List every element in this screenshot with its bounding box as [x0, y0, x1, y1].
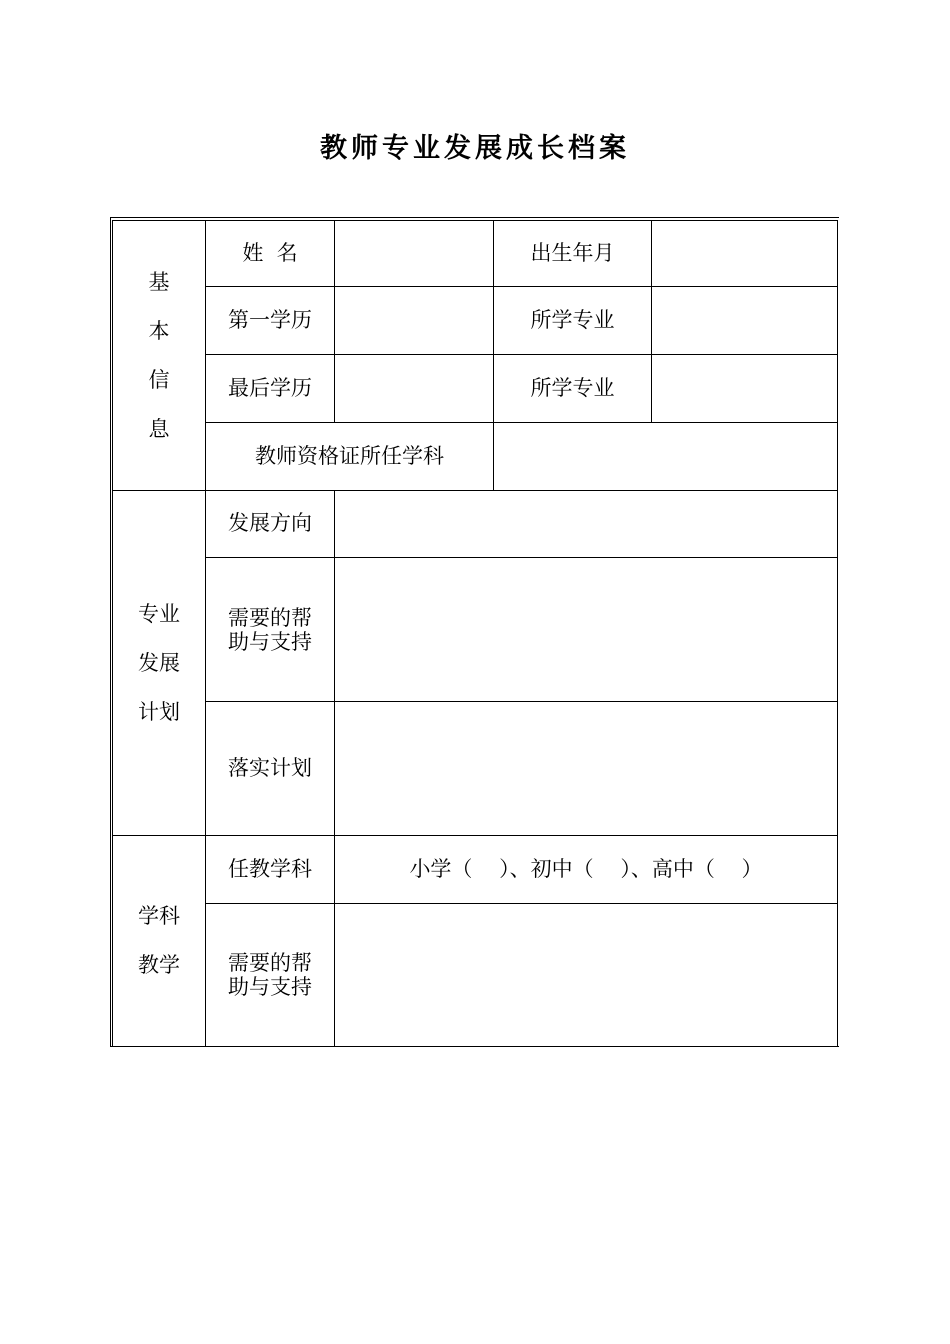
teaching-help-support-label: 需要的帮 助与支持: [228, 951, 312, 999]
major-value-first[interactable]: [652, 287, 837, 354]
page-title: 教师专业发展成长档案: [320, 133, 630, 164]
implementation-plan-label: 落实计划: [228, 755, 312, 780]
birth-date-value[interactable]: [652, 221, 837, 286]
last-degree-value[interactable]: [335, 355, 493, 422]
section-label-basic-info: 基 本 信 息: [148, 269, 170, 441]
major-value-last[interactable]: [652, 355, 837, 422]
teaching-subject-label: 任教学科: [228, 856, 312, 881]
development-direction-label: 发展方向: [228, 511, 312, 536]
certificate-subject-value[interactable]: [494, 423, 837, 490]
plan-help-support-label: 需要的帮 助与支持: [228, 605, 312, 654]
last-degree-label: 最后学历: [228, 375, 312, 400]
name-value[interactable]: [335, 221, 493, 286]
teaching-help-support-value[interactable]: [335, 904, 837, 1046]
major-label-first: 所学专业: [530, 307, 615, 332]
name-label: 姓 名: [242, 240, 298, 265]
teaching-subject-options[interactable]: 小学（ ）、初中（ ）、高中（ ）: [409, 856, 763, 881]
birth-date-label: 出生年月: [530, 240, 615, 265]
development-direction-value[interactable]: [335, 491, 837, 557]
major-label-last: 所学专业: [530, 375, 615, 400]
certificate-subject-label: 教师资格证所任学科: [255, 443, 444, 468]
plan-help-support-value[interactable]: [335, 558, 837, 701]
implementation-plan-value[interactable]: [335, 702, 837, 835]
section-label-subject-teaching: 学科 教学: [138, 904, 180, 977]
first-degree-label: 第一学历: [228, 307, 312, 332]
section-label-development-plan: 专业 发展 计划: [138, 601, 180, 724]
first-degree-value[interactable]: [335, 287, 493, 354]
